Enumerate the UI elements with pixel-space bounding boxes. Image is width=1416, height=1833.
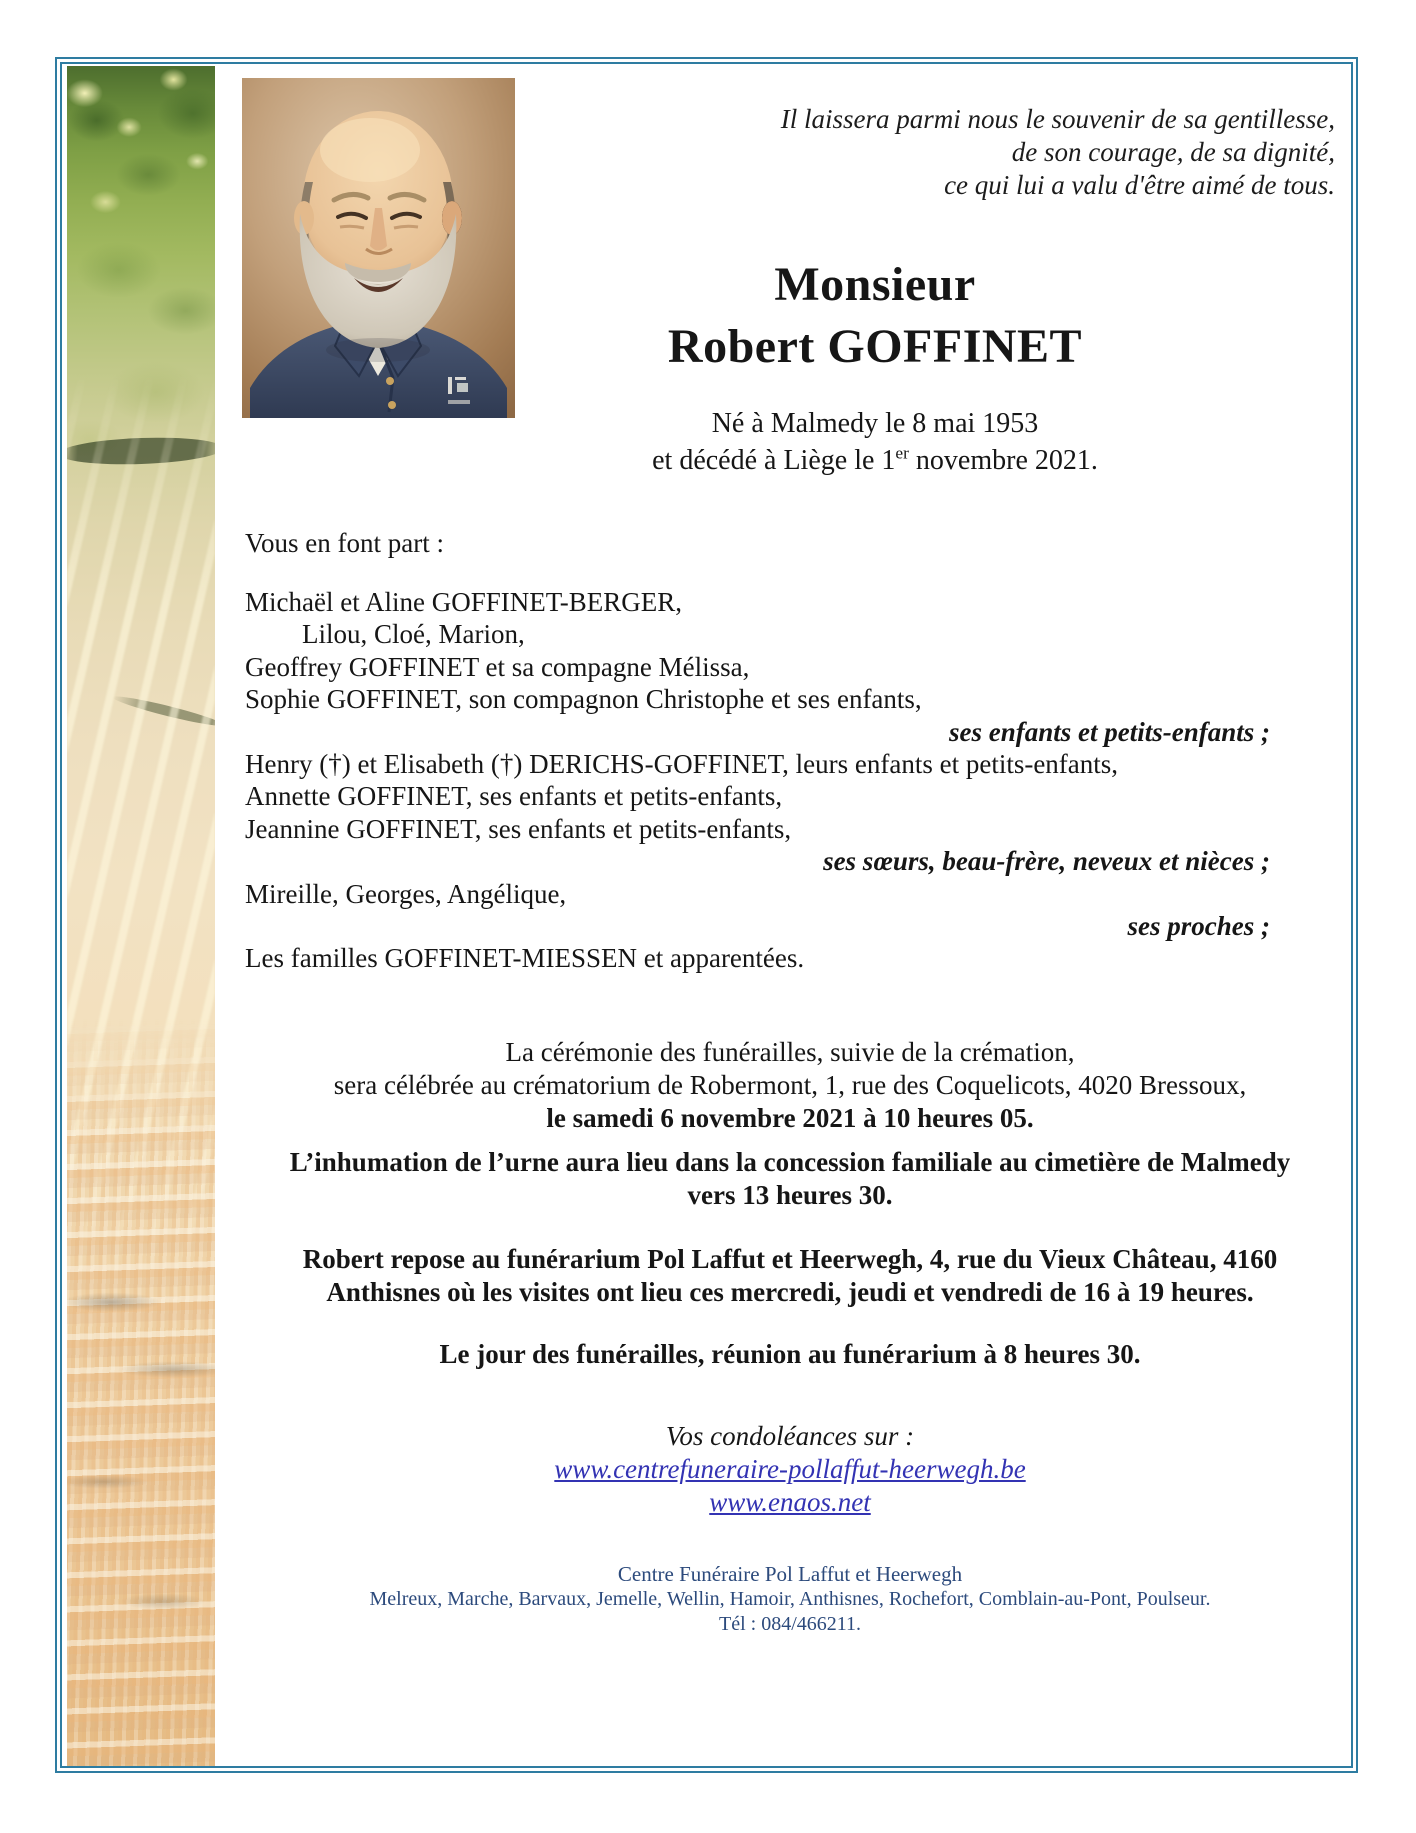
family-line: Michaël et Aline GOFFINET-BERGER, (245, 587, 682, 617)
family-line: Sophie GOFFINET, son compagnon Christophe et ses enfants, (245, 684, 922, 715)
family-line: Lilou, Cloé, Marion, (302, 619, 525, 650)
family-line: Jeannine GOFFINET, ses enfants et petits-enfants, (245, 813, 792, 844)
birth-line: Né à Malmedy le 8 mai 1953 (711, 408, 1039, 439)
repose-line: Robert repose au funérarium Pol Laffut et Heerwegh, 4, rue du Vieux Château, 4160 (302, 1244, 1278, 1274)
funerarium-visits-info (215, 1243, 1365, 1309)
family-line: Geoffrey GOFFINET et sa compagne Mélissa, (245, 651, 750, 682)
ordinal-superscript: er (895, 443, 909, 463)
ceremony-line: sera célébrée au crématorium de Robermont, 1, rue des Coquelicots, 4020 Bressoux, (333, 1070, 1247, 1100)
inhumation-line: vers 13 heures 30. (687, 1180, 893, 1210)
forest-path-image (67, 66, 215, 1766)
condolences-section (215, 1420, 1365, 1519)
family-line: Henry (†) et Elisabeth (†) DERICHS-GOFFINET, leurs enfants et petits-enfants, (245, 749, 1119, 780)
cremation-ceremony-info (215, 1036, 1365, 1135)
reunion-line: Le jour des funérailles, réunion au funérarium à 8 heures 30. (439, 1339, 1141, 1369)
funeral-home-name: Centre Funéraire Pol Laffut et Heerwegh (617, 1562, 963, 1586)
condolences-label: Vos condoléances sur : (665, 1421, 915, 1451)
funeral-home-footer (215, 1562, 1365, 1637)
family-line: Mireille, Georges, Angélique, (245, 878, 567, 909)
quote-line: Il laissera parmi nous le souvenir de sa gentillesse, (780, 104, 1335, 134)
birth-death-dates (395, 405, 1355, 479)
salutation: Monsieur (774, 258, 976, 311)
ceremony-line: La cérémonie des funérailles, suivie de la crémation, (505, 1037, 1075, 1067)
enaos-website-link[interactable]: www.enaos.net (709, 1487, 871, 1517)
quote-line: ce qui lui a valu d'être aimé de tous. (944, 170, 1335, 200)
sandy-path-texture (67, 1018, 215, 1766)
family-line: Annette GOFFINET, ses enfants et petits-enfants, (245, 781, 783, 812)
funeral-home-website-link[interactable]: www.centrefuneraire-pollaffut-heerwegh.be (554, 1454, 1026, 1484)
family-list (245, 586, 1270, 975)
funeral-home-locations: Melreux, Marche, Barvaux, Jemelle, Wellin, Hamoir, Anthisnes, Rochefort, Comblain-au-Pont, Poulseur. (369, 1588, 1211, 1610)
ceremony-datetime: le samedi 6 novembre 2021 à 10 heures 05. (546, 1103, 1034, 1133)
death-line: et décédé à Liège le 1er novembre 2021. (652, 443, 1098, 476)
memorial-quote (781, 103, 1335, 202)
family-line: Les familles GOFFINET-MIESSEN et apparentées. (245, 943, 805, 974)
repose-line: Anthisnes où les visites ont lieu ces mercredi, jeudi et vendredi de 16 à 19 heures. (326, 1277, 1254, 1307)
relation-label: ses proches ; (1127, 911, 1270, 942)
relation-label: ses sœurs, beau-frère, neveux et nièces ; (823, 846, 1270, 877)
deceased-title (395, 254, 1355, 378)
quote-line: de son courage, de sa dignité, (1011, 137, 1335, 167)
funeral-home-phone: Tél : 084/466211. (718, 1613, 862, 1635)
reunion-info (215, 1338, 1365, 1371)
inhumation-info (215, 1146, 1365, 1212)
inhumation-line: L’inhumation de l’urne aura lieu dans la concession familiale au cimetière de Malmedy (289, 1147, 1291, 1177)
relation-label: ses enfants et petits-enfants ; (949, 716, 1270, 747)
deceased-name: Robert GOFFINET (667, 320, 1083, 373)
announcement-intro: Vous en font part : (245, 528, 444, 558)
